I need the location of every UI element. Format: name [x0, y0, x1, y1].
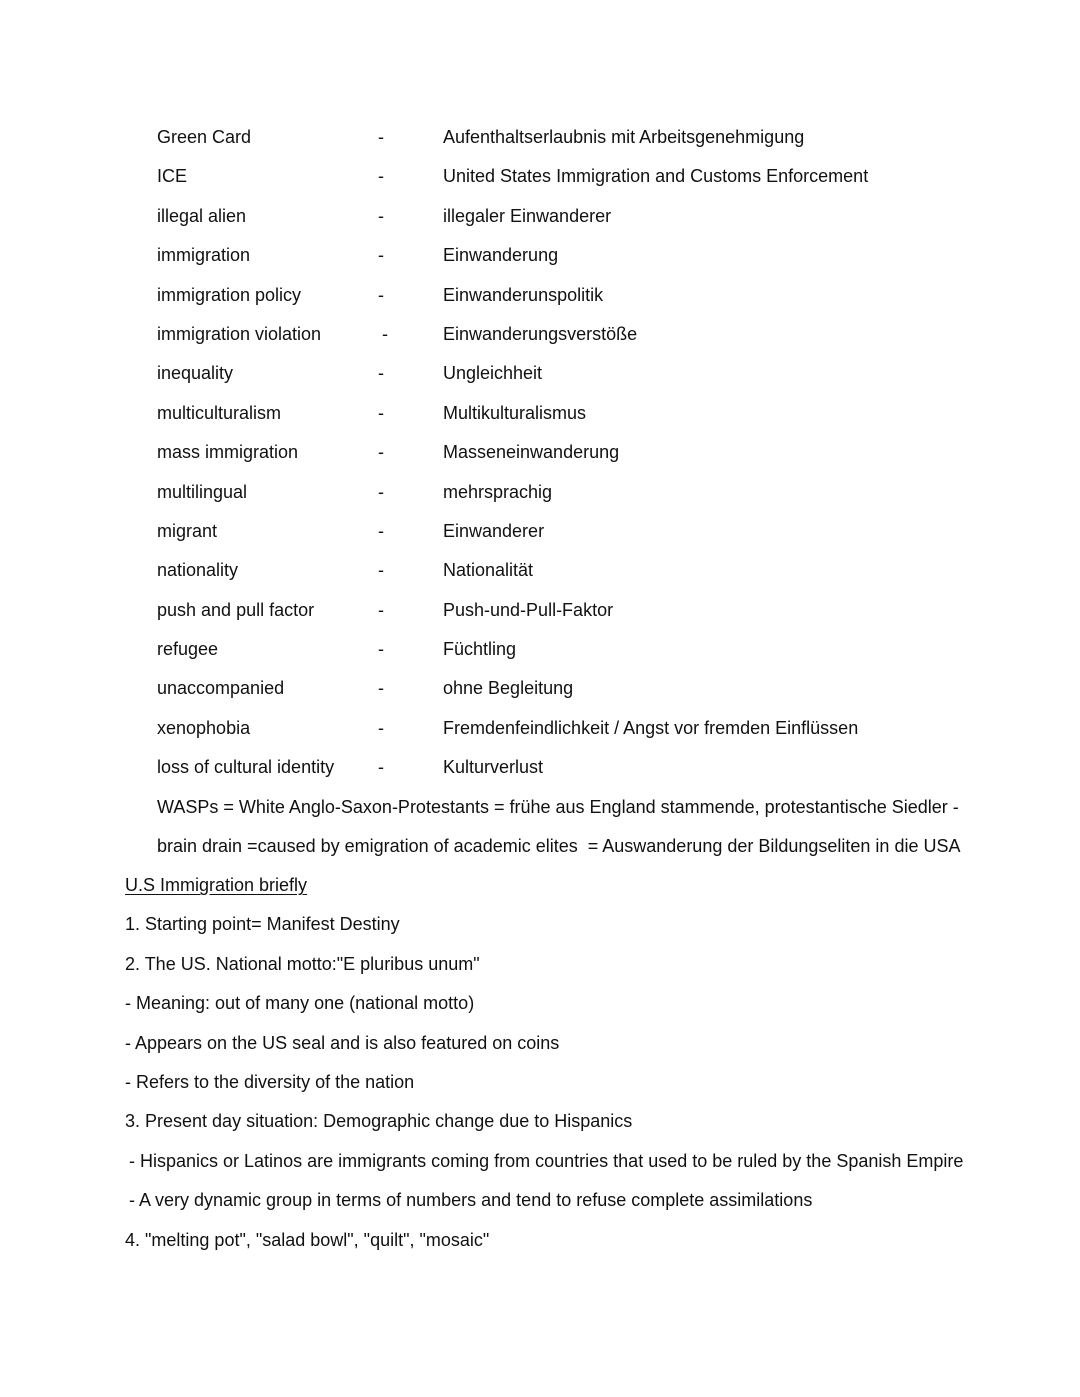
vocab-row: [0, 394, 1080, 433]
vocab-row: [0, 197, 1080, 236]
vocab-term: immigration violation: [157, 323, 322, 344]
vocab-term: migrant: [157, 520, 218, 541]
vocab-term: multilingual: [157, 481, 248, 502]
vocab-row: [0, 276, 1080, 315]
vocab-row: [0, 315, 1080, 354]
vocab-dash: -: [378, 363, 384, 384]
vocab-row: [0, 236, 1080, 275]
vocab-translation: mehrsprachig: [443, 481, 553, 502]
note-line: - Hispanics or Latinos are immigrants coming from countries that used to be ruled by the Spanish Empire: [129, 1150, 964, 1171]
vocab-term: loss of cultural identity: [157, 757, 335, 778]
vocab-term: illegal alien: [157, 205, 247, 226]
vocab-row: [0, 118, 1080, 157]
vocab-row: [0, 354, 1080, 393]
vocab-term: ICE: [157, 166, 188, 187]
vocab-row: [0, 473, 1080, 512]
vocab-dash: -: [378, 481, 384, 502]
note-line: 2. The US. National motto:"E pluribus unum": [125, 953, 480, 974]
note-line: - Meaning: out of many one (national motto): [125, 993, 475, 1014]
vocab-dash: -: [378, 520, 384, 541]
notes-heading: [0, 866, 1080, 905]
vocab-row: [0, 748, 1080, 787]
vocab-row: [0, 630, 1080, 669]
vocab-dash: -: [378, 442, 384, 463]
note-line: - A very dynamic group in terms of numbers and tend to refuse complete assimilations: [129, 1190, 813, 1211]
vocab-dash: -: [378, 205, 384, 226]
vocab-row: [0, 591, 1080, 630]
vocab-dash: -: [378, 166, 384, 187]
wasps-definition-text: WASPs = White Anglo-Saxon-Protestants = frühe aus England stammende, protestantische Siedler -: [157, 796, 959, 817]
note-line: 3. Present day situation: Demographic change due to Hispanics: [125, 1111, 633, 1132]
vocab-translation: Push-und-Pull-Faktor: [443, 599, 614, 620]
vocab-term: immigration policy: [157, 284, 302, 305]
vocab-translation: Kulturverlust: [443, 757, 544, 778]
vocab-term: multiculturalism: [157, 402, 282, 423]
vocab-term: mass immigration: [157, 442, 299, 463]
vocab-translation: Füchtling: [443, 639, 517, 660]
brain-drain-definition-right: = Auswanderung der Bildungseliten in die USA: [587, 836, 961, 857]
vocab-translation: Fremdenfeindlichkeit / Angst vor fremden Einflüssen: [443, 717, 859, 738]
vocab-translation: illegaler Einwanderer: [443, 205, 612, 226]
vocab-row: [0, 709, 1080, 748]
vocab-term: immigration: [157, 245, 251, 266]
vocab-term: refugee: [157, 639, 219, 660]
vocab-row: [0, 669, 1080, 708]
vocab-row: [0, 433, 1080, 472]
vocab-dash: -: [382, 323, 388, 344]
vocab-dash: -: [378, 757, 384, 778]
vocab-term: push and pull factor: [157, 599, 315, 620]
vocab-translation: Aufenthaltserlaubnis mit Arbeitsgenehmigung: [443, 127, 805, 147]
wasps-definition: [0, 788, 1080, 827]
vocab-dash: -: [378, 639, 384, 660]
vocab-dash: -: [378, 245, 384, 266]
vocab-translation: Ungleichheit: [443, 363, 543, 384]
brain-drain-definition: [0, 827, 1080, 866]
vocab-term: xenophobia: [157, 717, 251, 738]
vocab-row: [0, 551, 1080, 590]
vocab-translation: Einwanderung: [443, 245, 559, 266]
vocab-dash: -: [378, 717, 384, 738]
vocab-dash: -: [378, 678, 384, 699]
vocab-row: [0, 512, 1080, 551]
notes-heading-text: U.S Immigration briefly: [125, 875, 308, 895]
vocab-translation: Einwanderungsverstöße: [443, 323, 638, 344]
immigration-notes: [0, 866, 1080, 1260]
vocab-translation: Einwanderunspolitik: [443, 284, 604, 305]
vocabulary-list: [0, 118, 1080, 866]
vocab-term: Green Card: [157, 127, 252, 147]
vocab-translation: United States Immigration and Customs Enforcement: [443, 166, 869, 187]
vocab-term: nationality: [157, 560, 239, 581]
vocab-term: unaccompanied: [157, 678, 285, 699]
vocab-translation: Multikulturalismus: [443, 402, 587, 423]
note-line: - Appears on the US seal and is also featured on coins: [125, 1032, 560, 1053]
vocab-dash: -: [378, 402, 384, 423]
vocab-translation: Nationalität: [443, 560, 534, 581]
note-line: - Refers to the diversity of the nation: [125, 1071, 415, 1092]
vocab-dash: -: [378, 599, 384, 620]
vocab-dash: -: [378, 284, 384, 305]
note-line: 4. "melting pot", "salad bowl", "quilt", "mosaic": [125, 1229, 490, 1250]
vocab-term: inequality: [157, 363, 234, 384]
vocab-dash: -: [378, 560, 384, 581]
vocab-translation: Masseneinwanderung: [443, 442, 620, 463]
note-line: 1. Starting point= Manifest Destiny: [125, 914, 400, 935]
vocab-dash: -: [378, 127, 384, 147]
vocab-translation: ohne Begleitung: [443, 678, 574, 699]
vocab-row: [0, 157, 1080, 196]
vocab-translation: Einwanderer: [443, 520, 545, 541]
brain-drain-definition-left: brain drain =caused by emigration of academic elites: [157, 836, 578, 857]
